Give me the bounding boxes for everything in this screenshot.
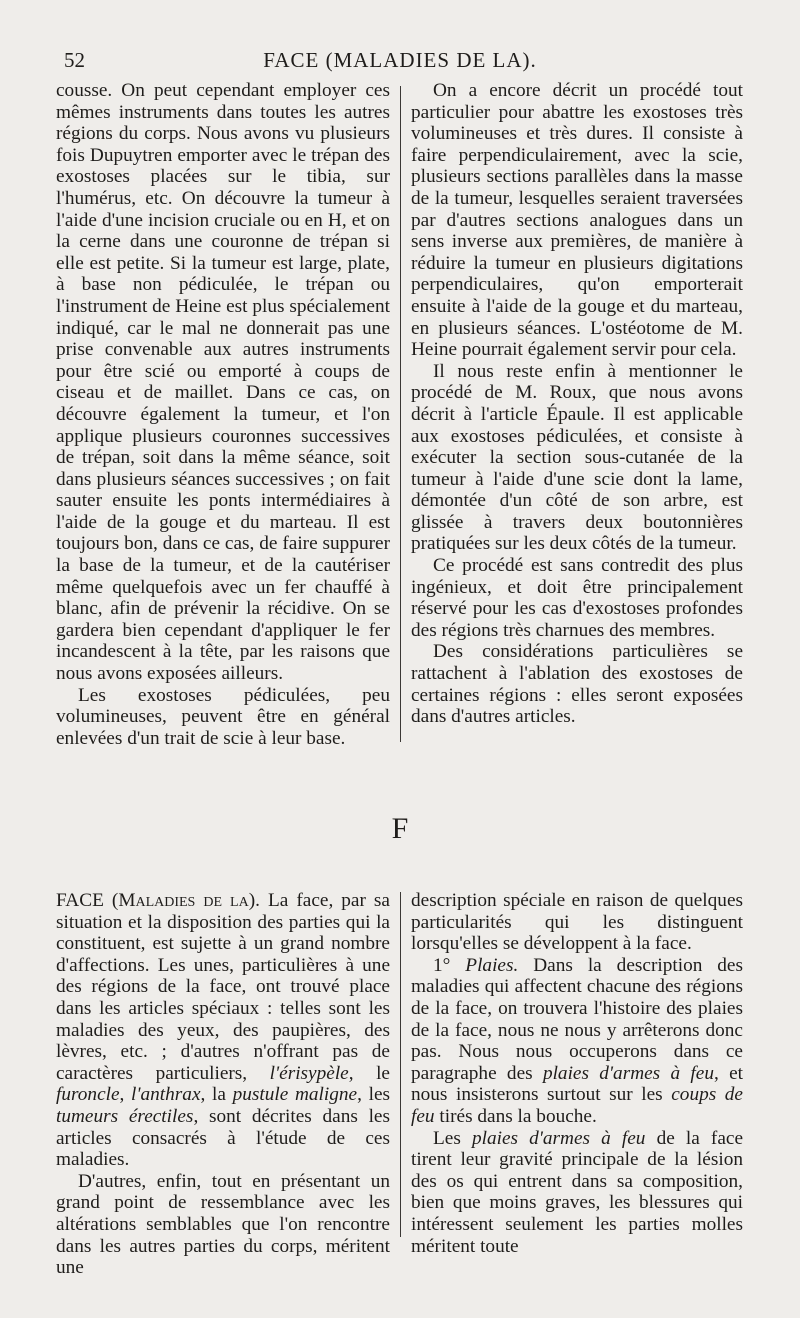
text: , sont décrites dans les articles consacrés à l'étude de ces maladies. <box>56 1105 390 1171</box>
paragraph: Il nous reste enfin à mentionner le procédé de M. Roux, que nous avons décrit à l'article Épaule. Il est applicable aux exostoses pédiculées, et consiste à exécuter la section sous-cutanée de la tumeur à l'aide d'une scie dont la lame, démontée d'un côté de son arbre, est glissée à travers deux boutonnières pratiquées sur les deux côtés de la tumeur. <box>411 360 743 555</box>
text: , et nous insisterons surtout sur les <box>411 1062 743 1106</box>
subheading: Plaies. <box>465 954 519 976</box>
paragraph: description spéciale en raison de quelques particularités qui les distinguent lorsqu'elles se développent à la face. <box>411 890 743 955</box>
bottom-left-column <box>56 890 390 1279</box>
text: tirés dans la bouche. <box>434 1105 597 1127</box>
running-title: FACE (MALADIES DE LA). <box>263 48 537 72</box>
italic-term: tumeurs érectiles <box>56 1105 194 1127</box>
italic-term: coups de feu <box>411 1084 743 1127</box>
text: de la face tirent leur gravité principale de la lésion des os qui entrent dans sa composition, bien que moins graves, les blessures qui intéressent seulement les parties molles méritent toute <box>411 1127 743 1257</box>
text: Les <box>433 1127 472 1149</box>
paragraph: Ce procédé est sans contredit des plus ingénieux, et doit être principalement réservé pour les cas d'exostoses profondes des régions très charnues des membres. <box>411 555 743 641</box>
text: Dans la description des maladies qui affectent chacune des régions de la face, on trouvera l'histoire des plaies de la face, nous ne nous y arrêterons donc pas. Nous nous occuperons dans ce paragraphe des <box>411 954 743 1084</box>
text: , la <box>200 1084 233 1106</box>
paragraph <box>411 955 743 1128</box>
column-divider-bottom <box>400 892 401 1237</box>
column-divider-top <box>400 86 401 742</box>
text: , <box>119 1084 132 1106</box>
page-header <box>0 44 800 84</box>
text: La face, par sa situation et la disposition des parties qui la constituent, est sujette à un grand nombre d'affections. Les unes, particulières à une des régions de la face, ont trouvé place dans les articles spéciaux : telles sont les maladies des yeux, des paupières, des lèvres, etc. ; d'autres n'offrant pas de caractères particuliers, <box>56 890 390 1084</box>
entry-smallcaps: Maladies de la <box>118 890 249 911</box>
italic-term: l'érisypèle <box>269 1062 349 1084</box>
italic-term: furoncle <box>56 1084 120 1106</box>
paragraph: Des considérations particulières se rattachent à l'ablation des exostoses de certaines régions : elles seront exposées dans d'autres articles. <box>411 641 743 728</box>
italic-term: pustule maligne <box>232 1084 358 1106</box>
entry-paragraph <box>56 890 390 1171</box>
italic-term: plaies d'armes à feu <box>471 1127 646 1149</box>
top-left-column <box>56 80 390 749</box>
section-letter: F <box>391 812 409 845</box>
paragraph <box>411 1128 743 1258</box>
text: , le <box>348 1062 390 1084</box>
paragraph: Les exostoses pédiculées, peu volumineuses, peuvent être en général enlevées d'un trait de scie à leur base. <box>56 684 390 749</box>
text: , les <box>357 1084 391 1106</box>
bottom-right-column <box>411 890 743 1257</box>
entry-word: FACE ( <box>56 890 119 911</box>
text: 1° <box>433 954 466 976</box>
page-number: 52 <box>64 48 85 72</box>
entry-close: ). <box>248 890 260 911</box>
italic-term: l'anthrax <box>131 1084 201 1106</box>
paragraph: cousse. On peut cependant employer ces mêmes instruments dans toutes les autres régions du corps. Nous avons vu plusieurs fois Dupuytren emporter avec le trépan des exostoses placées sur le tibia, sur l'humérus, etc. On découvre la tumeur à l'aide d'une incision cruciale ou en H, et on la cerne dans une couronne de trépan si elle est petite. Si la tumeur est large, plate, à base non pédiculée, le trépan ou l'instrument de Heine est plus spécialement indiqué, car le mal ne donnerait pas une prise convenable aux autres instruments pour être scié ou emporté à coups de ciseau et de maillet. Dans ce cas, on découvre également la tumeur, et l'on applique plusieurs couronnes successives de trépan, soit dans la même séance, soit dans plusieurs séances successives ; on fait sauter ensuite les ponts intermédiaires à l'aide de la gouge et du marteau. Il est toujours bon, dans ce cas, de faire suppurer la base de la tumeur, et de la cautériser même quelquefois avec un fer chauffé à blanc, afin de prévenir la récidive. On se gardera bien cependant d'appliquer le fer incandescent à la tête, par les raisons que nous avons exposées ailleurs. <box>56 80 390 685</box>
paragraph: D'autres, enfin, tout en présentant un grand point de ressemblance avec les altérations semblables que l'on rencontre dans les autres parties du corps, méritent une <box>56 1170 390 1279</box>
italic-term: plaies d'armes à feu <box>542 1062 714 1084</box>
top-right-column <box>411 80 743 728</box>
paragraph: On a encore décrit un procédé tout particulier pour abattre les exostoses très volumineuses et très dures. Il consiste à faire perpendiculairement, avec la scie, plusieurs sections parallèles dans la masse de la tumeur, lesquelles seraient traversées par d'autres sections analogues dans un sens inverse aux premières, de manière à réduire la tumeur en plusieurs digitations perpendiculaires, qu'on emporterait ensuite à l'aide de la gouge et du marteau, en plusieurs séances. L'ostéotome de M. Heine pourrait également servir pour cela. <box>411 80 743 361</box>
